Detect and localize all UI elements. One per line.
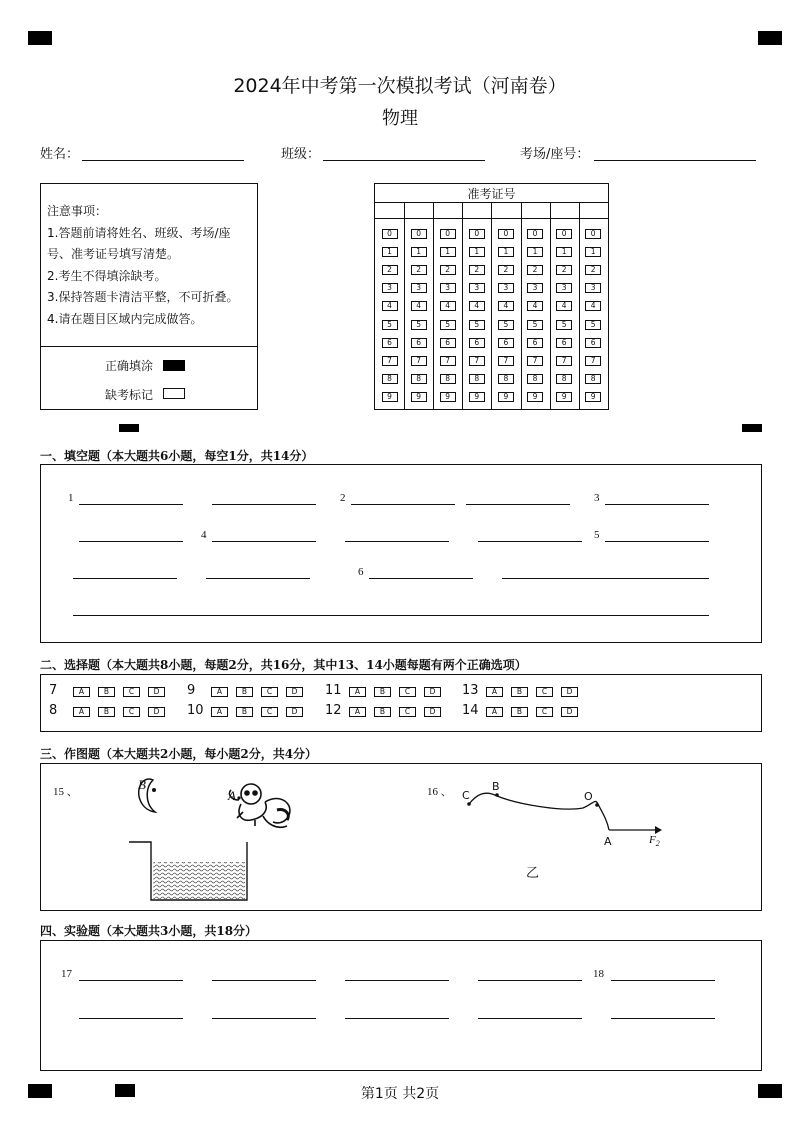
choice-option-bubble[interactable]: A: [486, 687, 503, 697]
choice-option-bubble[interactable]: A: [349, 707, 366, 717]
arrowhead-icon: [655, 826, 662, 834]
seat-label: 考场/座号：: [520, 147, 590, 162]
label-yi: 乙: [526, 866, 540, 881]
exam-id-digit-bubble[interactable]: 3: [411, 283, 427, 293]
blank-5b[interactable]: [73, 578, 177, 579]
notes-text: [47, 201, 238, 330]
exam-id-digit-bubble[interactable]: 9: [498, 392, 514, 402]
exam-id-digit-bubble[interactable]: 3: [440, 283, 456, 293]
page-number: 第1页 共2页: [360, 1086, 440, 1102]
blank-6b[interactable]: [502, 578, 709, 579]
exam-id-digit-bubble[interactable]: 8: [382, 374, 398, 384]
exam-id-digit-bubble[interactable]: 7: [469, 356, 485, 366]
question-number: 2: [340, 492, 346, 504]
exam-id-column-divider: [433, 202, 434, 409]
question-number: 6: [358, 566, 364, 578]
exam-id-digit-bubble[interactable]: 5: [556, 320, 572, 330]
section-choice-title: 二、选择题（本大题共8小题，每题2分，共16分，其中13、14小题每题有两个正确选项）: [40, 658, 527, 672]
label-a-16: A: [604, 835, 612, 848]
exam-id-column-divider: [521, 202, 522, 409]
choice-question-number: 9: [187, 683, 196, 698]
page-title: 2024年中考第一次模拟考试（河南卷）: [233, 75, 567, 97]
choice-question-number: 10: [187, 703, 204, 718]
exam-id-digit-bubble[interactable]: 1: [585, 247, 601, 257]
exam-id-digit-bubble[interactable]: 8: [498, 374, 514, 384]
exam-id-digit-bubble[interactable]: 1: [498, 247, 514, 257]
exam-id-digit-bubble[interactable]: 1: [382, 247, 398, 257]
exam-id-digit-bubble[interactable]: 0: [498, 229, 514, 239]
choice-question-number: 12: [325, 703, 342, 718]
exam-id-digit-bubble[interactable]: 3: [585, 283, 601, 293]
choice-option-bubble[interactable]: B: [236, 687, 253, 697]
registration-mark-top-right: [758, 31, 782, 45]
choice-option-bubble[interactable]: D: [424, 707, 441, 717]
label-b-15: B: [138, 777, 146, 792]
exam-id-digit-bubble[interactable]: 7: [440, 356, 456, 366]
exam-id-digit-bubble[interactable]: 9: [556, 392, 572, 402]
choice-option-bubble[interactable]: C: [261, 687, 278, 697]
choice-option-bubble[interactable]: A: [73, 707, 90, 717]
exam-id-digit-bubble[interactable]: 2: [527, 265, 543, 275]
notes-heading: 注意事项：: [47, 204, 108, 218]
choice-option-bubble[interactable]: C: [123, 687, 140, 697]
monkey-figure: [229, 784, 289, 827]
choice-option-bubble[interactable]: D: [424, 687, 441, 697]
water-surface: [153, 862, 245, 899]
blank-6c[interactable]: [73, 615, 709, 616]
blank-18f[interactable]: [611, 1018, 715, 1019]
label-c-16: C: [462, 789, 470, 802]
choice-question-number: 11: [325, 683, 342, 698]
exam-id-digit-bubble[interactable]: 2: [440, 265, 456, 275]
blank-18b[interactable]: [79, 1018, 183, 1019]
choice-option-bubble[interactable]: B: [511, 707, 528, 717]
notes-item: 3.保持答题卡清洁平整，不可折叠。: [47, 290, 239, 304]
choice-option-bubble[interactable]: B: [98, 687, 115, 697]
point-a-15: [237, 796, 240, 799]
label-b-16: B: [492, 780, 500, 793]
blank-2a[interactable]: [351, 504, 455, 505]
exam-id-digit-bubble[interactable]: 6: [585, 338, 601, 348]
page-subtitle: 物理: [382, 108, 418, 129]
exam-id-digit-bubble[interactable]: 8: [527, 374, 543, 384]
blank-5a[interactable]: [605, 541, 709, 542]
section-drawing-title: 三、作图题（本大题共2小题，每小题2分，共4分）: [40, 747, 318, 761]
choice-option-bubble[interactable]: D: [286, 707, 303, 717]
choice-option-bubble[interactable]: C: [399, 707, 416, 717]
exam-id-digit-bubble[interactable]: 6: [527, 338, 543, 348]
blank-18a[interactable]: [611, 980, 715, 981]
exam-id-digit-bubble[interactable]: 4: [527, 301, 543, 311]
question-number: 17: [61, 968, 72, 980]
exam-id-digit-bubble[interactable]: 2: [498, 265, 514, 275]
exam-id-digit-bubble[interactable]: 4: [382, 301, 398, 311]
legend-absent-label: 缺考标记: [105, 388, 154, 402]
exam-id-digit-bubble[interactable]: 5: [440, 320, 456, 330]
blank-1b[interactable]: [212, 504, 316, 505]
exam-id-digit-bubble[interactable]: 1: [469, 247, 485, 257]
notes-item: 1.答题前请将姓名、班级、考场/座: [47, 225, 231, 240]
exam-id-digit-bubble[interactable]: 0: [527, 229, 543, 239]
notes-item: 4.请在题目区域内完成做答。: [47, 311, 203, 326]
choice-option-bubble[interactable]: C: [536, 707, 553, 717]
point-b-15: [152, 788, 156, 792]
point-c-16: [467, 802, 471, 806]
blank-5c[interactable]: [206, 578, 310, 579]
blank-17c[interactable]: [345, 980, 449, 981]
choice-option-bubble[interactable]: B: [374, 687, 391, 697]
notes-item: 2.考生不得填涂缺考。: [47, 268, 167, 283]
exam-id-digit-bubble[interactable]: 2: [411, 265, 427, 275]
choice-question-number: 14: [462, 703, 479, 718]
timing-mark-right: [742, 424, 762, 432]
notes-item: 号、准考证号填写清楚。: [47, 247, 180, 261]
exam-id-digit-bubble[interactable]: 9: [527, 392, 543, 402]
exam-id-column-divider: [462, 202, 463, 409]
exam-id-digit-bubble[interactable]: 8: [411, 374, 427, 384]
choice-option-bubble[interactable]: A: [349, 687, 366, 697]
choice-option-bubble[interactable]: D: [561, 707, 578, 717]
choice-option-bubble[interactable]: D: [286, 687, 303, 697]
label-f2-16: [649, 834, 660, 848]
exam-id-digit-bubble[interactable]: 2: [585, 265, 601, 275]
notes-box: [40, 183, 258, 410]
question-number: 1: [68, 492, 74, 504]
exam-id-grid: [374, 183, 609, 410]
section-experiment-title: 四、实验题（本大题共3小题，共18分）: [40, 924, 258, 938]
exam-id-digit-bubble[interactable]: 1: [527, 247, 543, 257]
exam-id-digit-bubble[interactable]: 6: [440, 338, 456, 348]
exam-id-digit-bubble[interactable]: 0: [585, 229, 601, 239]
exam-id-column-divider: [404, 202, 405, 409]
exam-id-digit-bubble[interactable]: 2: [382, 265, 398, 275]
exam-id-digit-bubble[interactable]: 1: [556, 247, 572, 257]
exam-id-digit-bubble[interactable]: 0: [382, 229, 398, 239]
legend-absent-checkbox[interactable]: [163, 388, 185, 399]
exam-id-digit-bubble[interactable]: 4: [556, 301, 572, 311]
exam-id-digit-bubble[interactable]: 4: [411, 301, 427, 311]
blank-4a[interactable]: [212, 541, 316, 542]
experiment-box: [40, 940, 762, 1071]
choice-option-bubble[interactable]: C: [261, 707, 278, 717]
choice-option-bubble[interactable]: C: [536, 687, 553, 697]
choice-option-bubble[interactable]: A: [211, 707, 228, 717]
choice-option-bubble[interactable]: B: [236, 707, 253, 717]
choice-option-bubble[interactable]: A: [211, 687, 228, 697]
exam-id-digit-bubble[interactable]: 2: [556, 265, 572, 275]
name-label: 姓名：: [40, 147, 80, 162]
exam-id-digit-bubble[interactable]: 8: [469, 374, 485, 384]
choice-option-bubble[interactable]: B: [98, 707, 115, 717]
exam-id-digit-bubble[interactable]: 4: [440, 301, 456, 311]
exam-id-column-divider: [579, 202, 580, 409]
question-number: 4: [201, 529, 207, 541]
exam-id-digit-bubble[interactable]: 1: [440, 247, 456, 257]
blank-18d[interactable]: [345, 1018, 449, 1019]
blank-4b[interactable]: [345, 541, 449, 542]
blank-4c[interactable]: [478, 541, 582, 542]
exam-id-digit-bubble[interactable]: 8: [556, 374, 572, 384]
choice-option-bubble[interactable]: D: [561, 687, 578, 697]
fill-blank-box: [40, 464, 762, 643]
exam-id-digit-bubble[interactable]: 5: [498, 320, 514, 330]
notes-divider: [41, 346, 257, 347]
exam-id-digit-bubble[interactable]: 6: [556, 338, 572, 348]
choice-question-number: 8: [49, 703, 58, 718]
blank-6a[interactable]: [369, 578, 473, 579]
question-16-label: 16 、: [427, 786, 452, 798]
exam-id-digit-bubble[interactable]: 5: [527, 320, 543, 330]
label-o-16: O: [584, 790, 593, 803]
exam-id-digit-bubble[interactable]: 0: [440, 229, 456, 239]
exam-id-digit-bubble[interactable]: 3: [469, 283, 485, 293]
choice-option-bubble[interactable]: C: [399, 687, 416, 697]
exam-id-digit-bubble[interactable]: 4: [585, 301, 601, 311]
exam-id-digit-bubble[interactable]: 7: [556, 356, 572, 366]
exam-id-digit-bubble[interactable]: 4: [469, 301, 485, 311]
blank-2b[interactable]: [466, 504, 570, 505]
choice-option-bubble[interactable]: D: [148, 707, 165, 717]
question-number: 5: [594, 529, 600, 541]
exam-id-digit-bubble[interactable]: 9: [440, 392, 456, 402]
legend-fill-label: 正确填涂: [105, 359, 154, 373]
question-number: 3: [594, 492, 600, 504]
class-label: 班级：: [281, 147, 321, 162]
exam-id-digit-bubble[interactable]: 4: [498, 301, 514, 311]
seat-field[interactable]: [594, 160, 756, 161]
exam-id-digit-bubble[interactable]: 0: [411, 229, 427, 239]
question-15-label: 15 、: [53, 786, 78, 798]
exam-id-digit-bubble[interactable]: 5: [382, 320, 398, 330]
timing-mark-left: [119, 424, 139, 432]
choice-question-number: 7: [49, 683, 58, 698]
exam-id-digit-bubble[interactable]: 2: [469, 265, 485, 275]
exam-id-digit-bubble[interactable]: 5: [585, 320, 601, 330]
choice-option-bubble[interactable]: A: [73, 687, 90, 697]
blank-17d[interactable]: [478, 980, 582, 981]
exam-id-digit-bubble[interactable]: 5: [411, 320, 427, 330]
exam-id-digit-bubble[interactable]: 9: [585, 392, 601, 402]
blank-1a[interactable]: [79, 504, 183, 505]
choice-option-bubble[interactable]: C: [123, 707, 140, 717]
exam-id-label: 准考证号: [467, 187, 516, 201]
blank-17b[interactable]: [212, 980, 316, 981]
section-fill-blank-title: 一、填空题（本大题共6小题，每空1分，共14分）: [40, 449, 314, 463]
choice-option-bubble[interactable]: B: [511, 687, 528, 697]
exam-id-digit-bubble[interactable]: 7: [498, 356, 514, 366]
exam-id-digit-bubble[interactable]: 0: [556, 229, 572, 239]
blank-18e[interactable]: [478, 1018, 582, 1019]
exam-id-digit-bubble[interactable]: 6: [382, 338, 398, 348]
exam-id-digit-bubble[interactable]: 3: [382, 283, 398, 293]
exam-id-digit-bubble[interactable]: 9: [469, 392, 485, 402]
label-f2-text: F: [649, 834, 656, 846]
exam-id-digit-bubble[interactable]: 0: [469, 229, 485, 239]
choice-option-bubble[interactable]: A: [486, 707, 503, 717]
exam-id-digit-bubble[interactable]: 8: [585, 374, 601, 384]
point-b-16: [495, 793, 499, 797]
label-a-15: A: [228, 788, 236, 803]
exam-id-digit-bubble[interactable]: 1: [411, 247, 427, 257]
exam-id-digit-bubble[interactable]: 3: [556, 283, 572, 293]
point-o-16: [595, 803, 599, 807]
registration-mark-top-left: [28, 31, 52, 45]
exam-id-digit-bubble[interactable]: 6: [469, 338, 485, 348]
exam-id-digit-bubble[interactable]: 9: [411, 392, 427, 402]
exam-id-digit-bubble[interactable]: 3: [527, 283, 543, 293]
blank-17a[interactable]: [79, 980, 183, 981]
exam-id-digit-bubble[interactable]: 8: [440, 374, 456, 384]
choice-option-bubble[interactable]: D: [148, 687, 165, 697]
exam-id-digit-bubble[interactable]: 9: [382, 392, 398, 402]
exam-id-digit-bubble[interactable]: 7: [585, 356, 601, 366]
choice-question-number: 13: [462, 683, 479, 698]
exam-id-digit-bubble[interactable]: 6: [498, 338, 514, 348]
choice-option-bubble[interactable]: B: [374, 707, 391, 717]
blank-18c[interactable]: [212, 1018, 316, 1019]
label-f2-subscript: 2: [655, 839, 660, 849]
question-number: 18: [593, 968, 604, 980]
exam-id-digit-bubble[interactable]: 5: [469, 320, 485, 330]
name-field[interactable]: [82, 160, 244, 161]
exam-id-digit-bubble[interactable]: 7: [382, 356, 398, 366]
choice-box: [40, 674, 762, 732]
exam-id-digit-bubble[interactable]: 3: [498, 283, 514, 293]
blank-3b[interactable]: [79, 541, 183, 542]
exam-id-digit-bubble[interactable]: 7: [527, 356, 543, 366]
exam-id-column-divider: [550, 202, 551, 409]
class-field[interactable]: [323, 160, 485, 161]
exam-id-column-divider: [491, 202, 492, 409]
exam-id-digit-bubble[interactable]: 7: [411, 356, 427, 366]
exam-id-digit-bubble[interactable]: 6: [411, 338, 427, 348]
blank-3a[interactable]: [605, 504, 709, 505]
drawing-box: [40, 763, 762, 911]
legend-fill-sample: [163, 360, 185, 371]
